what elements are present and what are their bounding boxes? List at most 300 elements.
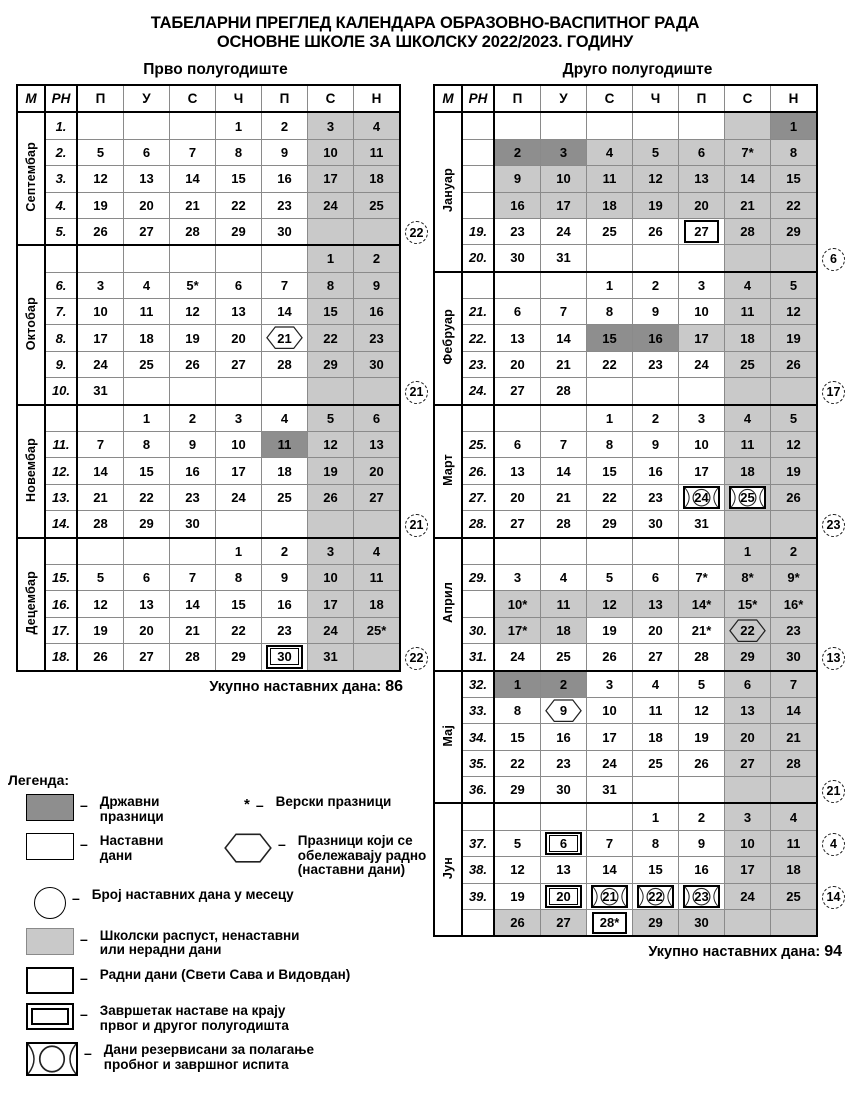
- day-cell[interactable]: [587, 883, 633, 909]
- day-cell[interactable]: [494, 112, 541, 139]
- day-cell[interactable]: [541, 617, 587, 643]
- day-cell[interactable]: [679, 432, 725, 458]
- day-cell[interactable]: [587, 617, 633, 643]
- day-cell[interactable]: [633, 591, 679, 617]
- day-cell[interactable]: [541, 405, 587, 432]
- day-cell[interactable]: [494, 777, 541, 804]
- day-cell[interactable]: [725, 351, 771, 377]
- day-cell[interactable]: [541, 192, 587, 218]
- day-cell[interactable]: [771, 803, 818, 830]
- day-cell[interactable]: [308, 538, 354, 565]
- day-cell[interactable]: [77, 272, 124, 298]
- day-cell[interactable]: [124, 432, 170, 458]
- day-cell[interactable]: [633, 192, 679, 218]
- day-cell[interactable]: [725, 432, 771, 458]
- day-cell[interactable]: [77, 484, 124, 510]
- day-cell[interactable]: [587, 245, 633, 272]
- day-cell[interactable]: [541, 750, 587, 776]
- day-cell[interactable]: [494, 272, 541, 299]
- day-cell[interactable]: [771, 192, 818, 218]
- day-cell[interactable]: [771, 458, 818, 484]
- day-cell[interactable]: [262, 564, 308, 590]
- day-cell[interactable]: [587, 405, 633, 432]
- day-cell[interactable]: [725, 511, 771, 538]
- day-cell[interactable]: [494, 484, 541, 510]
- day-cell[interactable]: [262, 432, 308, 458]
- day-cell[interactable]: [308, 591, 354, 617]
- day-cell[interactable]: [771, 671, 818, 698]
- day-cell[interactable]: [170, 644, 216, 671]
- day-cell[interactable]: [771, 564, 818, 590]
- day-cell[interactable]: [124, 192, 170, 218]
- day-cell[interactable]: [216, 112, 262, 139]
- day-cell[interactable]: [771, 830, 818, 856]
- day-cell[interactable]: [262, 511, 308, 538]
- day-cell[interactable]: [216, 325, 262, 351]
- day-cell[interactable]: [587, 830, 633, 856]
- day-cell[interactable]: [633, 432, 679, 458]
- day-cell[interactable]: [354, 166, 401, 192]
- day-cell[interactable]: [633, 564, 679, 590]
- day-cell[interactable]: [216, 139, 262, 165]
- day-cell[interactable]: [679, 484, 725, 510]
- day-cell[interactable]: [771, 272, 818, 299]
- day-cell[interactable]: [633, 405, 679, 432]
- day-cell[interactable]: [170, 591, 216, 617]
- day-cell[interactable]: [308, 272, 354, 298]
- day-cell[interactable]: [124, 511, 170, 538]
- day-cell[interactable]: [725, 857, 771, 883]
- day-cell[interactable]: [354, 564, 401, 590]
- day-cell[interactable]: [633, 777, 679, 804]
- day-cell[interactable]: [771, 139, 818, 165]
- day-cell[interactable]: [725, 218, 771, 244]
- day-cell[interactable]: [170, 245, 216, 272]
- day-cell[interactable]: [679, 192, 725, 218]
- day-cell[interactable]: [77, 166, 124, 192]
- day-cell[interactable]: [354, 405, 401, 432]
- day-cell[interactable]: [541, 671, 587, 698]
- day-cell[interactable]: [170, 458, 216, 484]
- day-cell[interactable]: [771, 777, 818, 804]
- day-cell[interactable]: [494, 697, 541, 723]
- day-cell[interactable]: [124, 405, 170, 432]
- day-cell[interactable]: [77, 351, 124, 377]
- day-cell[interactable]: [725, 910, 771, 937]
- day-cell[interactable]: [494, 325, 541, 351]
- day-cell[interactable]: [308, 218, 354, 245]
- day-cell[interactable]: [124, 112, 170, 139]
- day-cell[interactable]: [771, 617, 818, 643]
- day-cell[interactable]: [541, 777, 587, 804]
- day-cell[interactable]: [679, 325, 725, 351]
- day-cell[interactable]: [216, 272, 262, 298]
- day-cell[interactable]: [354, 617, 401, 643]
- day-cell[interactable]: [541, 299, 587, 325]
- day-cell[interactable]: [262, 245, 308, 272]
- day-cell[interactable]: [679, 351, 725, 377]
- day-cell[interactable]: [541, 218, 587, 244]
- day-cell[interactable]: [541, 484, 587, 510]
- day-cell[interactable]: [771, 299, 818, 325]
- day-cell[interactable]: [124, 484, 170, 510]
- day-cell[interactable]: [725, 750, 771, 776]
- day-cell[interactable]: [124, 617, 170, 643]
- day-cell[interactable]: [587, 803, 633, 830]
- day-cell[interactable]: [354, 112, 401, 139]
- day-cell[interactable]: [541, 139, 587, 165]
- day-cell[interactable]: [679, 671, 725, 698]
- day-cell[interactable]: [494, 538, 541, 565]
- day-cell[interactable]: [308, 192, 354, 218]
- day-cell[interactable]: [771, 218, 818, 244]
- day-cell[interactable]: [308, 432, 354, 458]
- day-cell[interactable]: [633, 803, 679, 830]
- day-cell[interactable]: [124, 325, 170, 351]
- day-cell[interactable]: [124, 564, 170, 590]
- day-cell[interactable]: [587, 378, 633, 405]
- day-cell[interactable]: [541, 112, 587, 139]
- day-cell[interactable]: [170, 378, 216, 405]
- day-cell[interactable]: [494, 750, 541, 776]
- day-cell[interactable]: [170, 511, 216, 538]
- day-cell[interactable]: [262, 378, 308, 405]
- day-cell[interactable]: [587, 857, 633, 883]
- day-cell[interactable]: [587, 484, 633, 510]
- day-cell[interactable]: [494, 458, 541, 484]
- day-cell[interactable]: [77, 591, 124, 617]
- day-cell[interactable]: [354, 272, 401, 298]
- day-cell[interactable]: [771, 644, 818, 671]
- day-cell[interactable]: [170, 432, 216, 458]
- day-cell[interactable]: [124, 644, 170, 671]
- day-cell[interactable]: [494, 378, 541, 405]
- day-cell[interactable]: [354, 218, 401, 245]
- day-cell[interactable]: [771, 405, 818, 432]
- day-cell[interactable]: [541, 325, 587, 351]
- day-cell[interactable]: [679, 910, 725, 937]
- day-cell[interactable]: [679, 166, 725, 192]
- day-cell[interactable]: [170, 564, 216, 590]
- day-cell[interactable]: [679, 724, 725, 750]
- day-cell[interactable]: [679, 112, 725, 139]
- day-cell[interactable]: [633, 538, 679, 565]
- day-cell[interactable]: [170, 325, 216, 351]
- day-cell[interactable]: [725, 112, 771, 139]
- day-cell[interactable]: [308, 617, 354, 643]
- day-cell[interactable]: [494, 432, 541, 458]
- day-cell[interactable]: [633, 910, 679, 937]
- day-cell[interactable]: [587, 112, 633, 139]
- day-cell[interactable]: [587, 272, 633, 299]
- day-cell[interactable]: [170, 351, 216, 377]
- day-cell[interactable]: [216, 299, 262, 325]
- day-cell[interactable]: [262, 644, 308, 671]
- day-cell[interactable]: [541, 511, 587, 538]
- day-cell[interactable]: [725, 405, 771, 432]
- day-cell[interactable]: [633, 511, 679, 538]
- day-cell[interactable]: [308, 351, 354, 377]
- day-cell[interactable]: [77, 245, 124, 272]
- day-cell[interactable]: [771, 511, 818, 538]
- day-cell[interactable]: [262, 218, 308, 245]
- day-cell[interactable]: [679, 644, 725, 671]
- day-cell[interactable]: [354, 511, 401, 538]
- day-cell[interactable]: [771, 750, 818, 776]
- day-cell[interactable]: [679, 272, 725, 299]
- day-cell[interactable]: [216, 192, 262, 218]
- day-cell[interactable]: [633, 325, 679, 351]
- day-cell[interactable]: [725, 697, 771, 723]
- day-cell[interactable]: [771, 166, 818, 192]
- day-cell[interactable]: [633, 697, 679, 723]
- day-cell[interactable]: [124, 458, 170, 484]
- day-cell[interactable]: [262, 591, 308, 617]
- day-cell[interactable]: [216, 458, 262, 484]
- day-cell[interactable]: [771, 724, 818, 750]
- day-cell[interactable]: [77, 538, 124, 565]
- day-cell[interactable]: [354, 538, 401, 565]
- day-cell[interactable]: [77, 564, 124, 590]
- day-cell[interactable]: [587, 538, 633, 565]
- day-cell[interactable]: [308, 166, 354, 192]
- day-cell[interactable]: [725, 166, 771, 192]
- day-cell[interactable]: [354, 484, 401, 510]
- day-cell[interactable]: [771, 351, 818, 377]
- day-cell[interactable]: [494, 910, 541, 937]
- day-cell[interactable]: [308, 299, 354, 325]
- day-cell[interactable]: [771, 245, 818, 272]
- day-cell[interactable]: [308, 378, 354, 405]
- day-cell[interactable]: [541, 591, 587, 617]
- day-cell[interactable]: [541, 883, 587, 909]
- day-cell[interactable]: [354, 245, 401, 272]
- day-cell[interactable]: [308, 325, 354, 351]
- day-cell[interactable]: [262, 617, 308, 643]
- day-cell[interactable]: [216, 166, 262, 192]
- day-cell[interactable]: [541, 644, 587, 671]
- day-cell[interactable]: [587, 671, 633, 698]
- day-cell[interactable]: [541, 378, 587, 405]
- day-cell[interactable]: [354, 192, 401, 218]
- day-cell[interactable]: [216, 511, 262, 538]
- day-cell[interactable]: [262, 458, 308, 484]
- day-cell[interactable]: [124, 272, 170, 298]
- day-cell[interactable]: [262, 299, 308, 325]
- day-cell[interactable]: [541, 351, 587, 377]
- day-cell[interactable]: [216, 351, 262, 377]
- day-cell[interactable]: [587, 325, 633, 351]
- day-cell[interactable]: [262, 538, 308, 565]
- day-cell[interactable]: [587, 564, 633, 590]
- day-cell[interactable]: [494, 830, 541, 856]
- day-cell[interactable]: [77, 432, 124, 458]
- day-cell[interactable]: [633, 299, 679, 325]
- day-cell[interactable]: [354, 591, 401, 617]
- day-cell[interactable]: [170, 484, 216, 510]
- day-cell[interactable]: [725, 777, 771, 804]
- day-cell[interactable]: [541, 458, 587, 484]
- day-cell[interactable]: [679, 378, 725, 405]
- day-cell[interactable]: [216, 564, 262, 590]
- day-cell[interactable]: [679, 299, 725, 325]
- day-cell[interactable]: [308, 139, 354, 165]
- day-cell[interactable]: [494, 883, 541, 909]
- day-cell[interactable]: [494, 803, 541, 830]
- day-cell[interactable]: [170, 166, 216, 192]
- day-cell[interactable]: [587, 910, 633, 937]
- day-cell[interactable]: [170, 405, 216, 432]
- day-cell[interactable]: [77, 378, 124, 405]
- day-cell[interactable]: [124, 351, 170, 377]
- day-cell[interactable]: [494, 591, 541, 617]
- day-cell[interactable]: [170, 617, 216, 643]
- day-cell[interactable]: [77, 299, 124, 325]
- day-cell[interactable]: [725, 803, 771, 830]
- day-cell[interactable]: [354, 139, 401, 165]
- day-cell[interactable]: [587, 458, 633, 484]
- day-cell[interactable]: [541, 857, 587, 883]
- day-cell[interactable]: [541, 272, 587, 299]
- day-cell[interactable]: [771, 432, 818, 458]
- day-cell[interactable]: [124, 245, 170, 272]
- day-cell[interactable]: [494, 644, 541, 671]
- day-cell[interactable]: [354, 644, 401, 671]
- day-cell[interactable]: [725, 564, 771, 590]
- day-cell[interactable]: [725, 192, 771, 218]
- day-cell[interactable]: [216, 538, 262, 565]
- day-cell[interactable]: [541, 432, 587, 458]
- day-cell[interactable]: [587, 218, 633, 244]
- day-cell[interactable]: [216, 218, 262, 245]
- day-cell[interactable]: [354, 432, 401, 458]
- day-cell[interactable]: [587, 777, 633, 804]
- day-cell[interactable]: [77, 218, 124, 245]
- day-cell[interactable]: [354, 458, 401, 484]
- day-cell[interactable]: [77, 112, 124, 139]
- day-cell[interactable]: [216, 432, 262, 458]
- day-cell[interactable]: [308, 644, 354, 671]
- day-cell[interactable]: [494, 671, 541, 698]
- day-cell[interactable]: [124, 378, 170, 405]
- day-cell[interactable]: [771, 857, 818, 883]
- day-cell[interactable]: [262, 192, 308, 218]
- day-cell[interactable]: [633, 724, 679, 750]
- day-cell[interactable]: [771, 883, 818, 909]
- day-cell[interactable]: [587, 591, 633, 617]
- day-cell[interactable]: [308, 112, 354, 139]
- day-cell[interactable]: [494, 299, 541, 325]
- day-cell[interactable]: [124, 299, 170, 325]
- day-cell[interactable]: [262, 166, 308, 192]
- day-cell[interactable]: [771, 697, 818, 723]
- day-cell[interactable]: [679, 830, 725, 856]
- day-cell[interactable]: [771, 538, 818, 565]
- day-cell[interactable]: [170, 538, 216, 565]
- day-cell[interactable]: [587, 644, 633, 671]
- day-cell[interactable]: [771, 378, 818, 405]
- day-cell[interactable]: [771, 325, 818, 351]
- day-cell[interactable]: [725, 724, 771, 750]
- day-cell[interactable]: [541, 538, 587, 565]
- day-cell[interactable]: [216, 378, 262, 405]
- day-cell[interactable]: [725, 484, 771, 510]
- day-cell[interactable]: [679, 564, 725, 590]
- day-cell[interactable]: [587, 697, 633, 723]
- day-cell[interactable]: [216, 644, 262, 671]
- day-cell[interactable]: [771, 910, 818, 937]
- day-cell[interactable]: [725, 671, 771, 698]
- day-cell[interactable]: [679, 458, 725, 484]
- day-cell[interactable]: [587, 192, 633, 218]
- day-cell[interactable]: [587, 750, 633, 776]
- day-cell[interactable]: [633, 218, 679, 244]
- day-cell[interactable]: [262, 351, 308, 377]
- day-cell[interactable]: [494, 139, 541, 165]
- day-cell[interactable]: [494, 351, 541, 377]
- day-cell[interactable]: [308, 564, 354, 590]
- day-cell[interactable]: [541, 830, 587, 856]
- day-cell[interactable]: [216, 591, 262, 617]
- day-cell[interactable]: [587, 299, 633, 325]
- day-cell[interactable]: [633, 458, 679, 484]
- day-cell[interactable]: [170, 218, 216, 245]
- day-cell[interactable]: [679, 883, 725, 909]
- day-cell[interactable]: [170, 112, 216, 139]
- day-cell[interactable]: [216, 405, 262, 432]
- day-cell[interactable]: [725, 883, 771, 909]
- day-cell[interactable]: [633, 378, 679, 405]
- day-cell[interactable]: [541, 724, 587, 750]
- day-cell[interactable]: [124, 538, 170, 565]
- day-cell[interactable]: [679, 139, 725, 165]
- day-cell[interactable]: [124, 166, 170, 192]
- day-cell[interactable]: [77, 458, 124, 484]
- day-cell[interactable]: [77, 617, 124, 643]
- day-cell[interactable]: [216, 245, 262, 272]
- day-cell[interactable]: [725, 299, 771, 325]
- day-cell[interactable]: [587, 139, 633, 165]
- day-cell[interactable]: [262, 405, 308, 432]
- day-cell[interactable]: [633, 830, 679, 856]
- day-cell[interactable]: [354, 299, 401, 325]
- day-cell[interactable]: [262, 112, 308, 139]
- day-cell[interactable]: [77, 192, 124, 218]
- day-cell[interactable]: [262, 272, 308, 298]
- day-cell[interactable]: [494, 166, 541, 192]
- day-cell[interactable]: [308, 245, 354, 272]
- day-cell[interactable]: [262, 139, 308, 165]
- day-cell[interactable]: [633, 883, 679, 909]
- day-cell[interactable]: [633, 351, 679, 377]
- day-cell[interactable]: [541, 166, 587, 192]
- day-cell[interactable]: [308, 511, 354, 538]
- day-cell[interactable]: [124, 591, 170, 617]
- day-cell[interactable]: [587, 351, 633, 377]
- day-cell[interactable]: [494, 405, 541, 432]
- day-cell[interactable]: [170, 139, 216, 165]
- day-cell[interactable]: [216, 484, 262, 510]
- day-cell[interactable]: [633, 857, 679, 883]
- day-cell[interactable]: [679, 857, 725, 883]
- day-cell[interactable]: [725, 538, 771, 565]
- day-cell[interactable]: [633, 644, 679, 671]
- day-cell[interactable]: [541, 245, 587, 272]
- day-cell[interactable]: [77, 139, 124, 165]
- day-cell[interactable]: [354, 325, 401, 351]
- day-cell[interactable]: [633, 484, 679, 510]
- day-cell[interactable]: [679, 405, 725, 432]
